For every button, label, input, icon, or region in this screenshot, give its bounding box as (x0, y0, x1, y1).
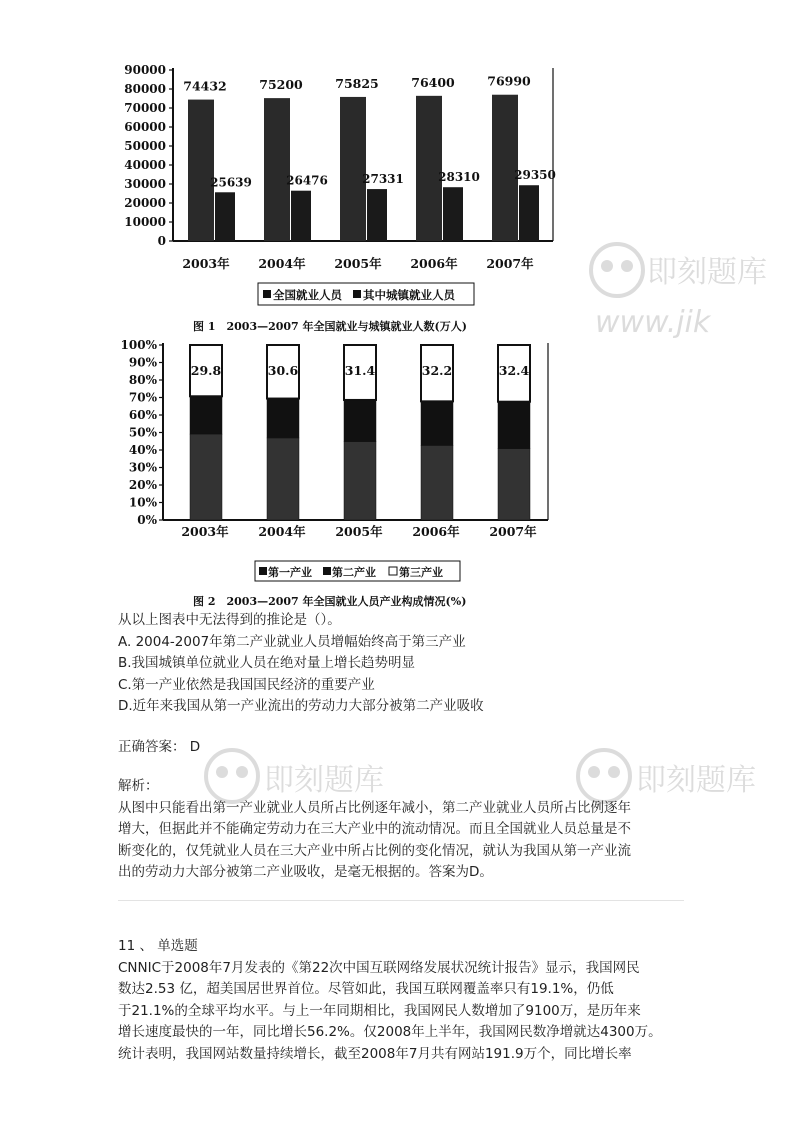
chart1-data-label-urban: 25639 (210, 175, 252, 190)
chart2-y-tick-label: 100% (120, 338, 157, 352)
chart1-x-tick-label: 2007年 (486, 256, 534, 271)
watermark-brand: 即刻题库 (647, 255, 767, 290)
analysis-line-2: 增大，但据此并不能确定劳动力在三大产业中的流动情况。而且全国就业人员总量是不 (118, 821, 631, 837)
chart2-data-label: 29.8 (190, 363, 222, 378)
question-block (118, 610, 688, 884)
chart1-data-label-total: 75200 (259, 77, 303, 93)
next-question-line-4: 增长速度最快的一年，同比增长56.2%。仅2008年上半年，我国网民数净增就达4300万。 (118, 1024, 662, 1040)
option-b[interactable]: B.我国城镇单位就业人员在绝对量上增长趋势明显 (118, 655, 416, 671)
chart1-bar-total (264, 98, 290, 241)
chart1-y-tick-label: 90000 (124, 63, 166, 77)
chart2-bar-secondary (344, 400, 376, 442)
chart1-bar-total (340, 97, 366, 241)
option-c[interactable]: C.第一产业依然是我国国民经济的重要产业 (118, 676, 375, 693)
option-d[interactable]: D.近年来我国从第一产业流出的劳动力大部分被第二产业吸收 (118, 698, 484, 714)
chart2-y-tick-label: 60% (128, 408, 157, 422)
chart2-legend-swatch-primary (259, 567, 267, 575)
chart2-legend-label-primary: 第一产业 (268, 566, 312, 579)
next-question-block (118, 936, 688, 1065)
chart2-y-tick-label: 30% (128, 460, 157, 475)
chart2-legend-label-tertiary: 第三产业 (399, 566, 443, 579)
chart1-y-tick-label: 80000 (124, 82, 166, 96)
chart1-data-label-urban: 26476 (286, 173, 328, 188)
chart2-bar-secondary (267, 399, 299, 438)
question-stem: 从以上图表中无法得到的推论是（）。 (118, 612, 341, 628)
chart1-legend-swatch-total (263, 290, 271, 298)
option-a[interactable]: A. 2004-2007年第二产业就业人员增幅始终高于第三产业 (118, 633, 466, 650)
chart1-y-tick-label: 30000 (124, 177, 166, 191)
chart1-y-tick-label: 50000 (124, 139, 166, 153)
chart1-bar-total (416, 96, 442, 241)
chart2-bar-secondary (190, 396, 222, 434)
chart2-bar-primary (421, 445, 453, 520)
chart2-y-tick-label: 80% (128, 373, 157, 387)
analysis-title: 解析： (118, 778, 159, 794)
section-divider (118, 900, 684, 901)
chart1-data-label-total: 76990 (487, 73, 531, 89)
chart2-y-tick-label: 40% (128, 443, 157, 457)
chart1-x-tick-label: 2003年 (182, 256, 230, 271)
chart1-data-label-urban: 28310 (438, 170, 480, 185)
analysis-line-4: 出的劳动力大部分被第二产业吸收，是毫无根据的。答案为D。 (118, 864, 493, 880)
chart1-legend-swatch-urban (353, 290, 361, 298)
watermark-url: www.jik (595, 305, 711, 340)
chart1-data-label-urban: 29350 (514, 168, 556, 183)
chart1-x-tick-label: 2005年 (334, 256, 382, 271)
chart2-data-label: 31.4 (344, 363, 376, 378)
chart2-x-tick-label: 2003年 (181, 524, 229, 539)
chart2-y-tick-label: 10% (128, 495, 157, 510)
next-question-line-3: 于21.1%的全球平均水平。与上一年同期相比，我国网民人数增加了9100万，是历年来 (118, 1002, 641, 1019)
chart2-legend-label-secondary: 第二产业 (332, 566, 376, 579)
chart1-legend-label-urban: 其中城镇就业人员 (363, 288, 455, 302)
chart1-bar-total (188, 100, 214, 241)
chart2-data-label: 30.6 (267, 363, 299, 378)
chart2-y-tick-label: 0% (137, 513, 157, 527)
chart2-bar-primary (267, 438, 299, 520)
chart1-data-label-total: 76400 (411, 74, 455, 90)
chart2-bar-secondary (498, 402, 530, 449)
chart2-x-tick-label: 2006年 (412, 524, 460, 539)
analysis-line-3: 断变化的，仅凭就业人员在三大产业中所占比例的变化情况，就认为我国从第一产业流 (118, 842, 631, 859)
chart1-bar-urban (367, 189, 387, 241)
chart1-bar-urban (443, 187, 463, 241)
chart1-legend-label-total: 全国就业人员 (273, 288, 342, 302)
chart1-y-tick-label: 10000 (124, 215, 166, 229)
chart2-data-label: 32.2 (421, 363, 453, 378)
chart2-bar-secondary (421, 401, 453, 445)
chart1-y-tick-label: 60000 (124, 120, 166, 134)
next-question-line-2: 数达2.53 亿，超美国居世界首位。尽管如此，我国互联网覆盖率只有19.1%，仍低 (118, 981, 614, 997)
chart1-y-tick-label: 20000 (124, 196, 166, 210)
chart2-data-label: 32.4 (498, 363, 530, 378)
next-question-line-1: CNNIC于2008年7月发表的《第22次中国互联网络发展状况统计报告》显示，我国网民 (118, 959, 640, 976)
chart1-title: 图 1 2003—2007 年全国就业与城镇就业人数(万人) (193, 320, 467, 333)
chart2-y-tick-label: 50% (128, 425, 157, 440)
next-question-heading: 11 、 单选题 (118, 938, 198, 954)
chart1-x-tick-label: 2006年 (410, 256, 458, 271)
chart2-x-tick-label: 2004年 (258, 524, 306, 539)
chart2-x-tick-label: 2005年 (335, 524, 383, 539)
chart1-y-tick-label: 70000 (124, 101, 166, 115)
chart2-bar-primary (344, 442, 376, 520)
chart1-y-tick-label: 0 (157, 234, 166, 248)
chart1-bar-urban (519, 185, 539, 241)
analysis-line-1: 从图中只能看出第一产业就业人员所占比例逐年减小，第二产业就业人员所占比例逐年 (118, 799, 631, 816)
next-question-line-5: 统计表明，我国网站数量持续增长，截至2008年7月共有网站191.9万个，同比增长率 (118, 1045, 632, 1062)
watermark-brand: 即刻题库 (636, 763, 756, 798)
chart2-bar-primary (498, 449, 530, 520)
chart1-x-tick-label: 2004年 (258, 256, 306, 271)
correct-answer: 正确答案： D (118, 738, 201, 755)
chart2-y-tick-label: 90% (128, 355, 157, 370)
chart2-y-tick-label: 20% (128, 478, 157, 492)
chart2-legend-swatch-secondary (323, 567, 331, 575)
chart1-y-tick-label: 40000 (124, 158, 166, 172)
chart1-data-label-total: 74432 (183, 78, 227, 94)
chart1-bar-urban (291, 191, 311, 241)
watermark-brand: 即刻题库 (264, 763, 384, 798)
chart2-x-tick-label: 2007年 (489, 524, 537, 539)
chart1-data-label-total: 75825 (335, 75, 379, 91)
chart2-bar-primary (190, 434, 222, 520)
chart2-title: 图 2 2003—2007 年全国就业人员产业构成情况(%) (193, 595, 467, 608)
chart1-bar-urban (215, 192, 235, 241)
chart2-legend-swatch-tertiary (389, 567, 397, 575)
chart2-y-tick-label: 70% (128, 390, 157, 405)
chart1-data-label-urban: 27331 (362, 172, 404, 187)
